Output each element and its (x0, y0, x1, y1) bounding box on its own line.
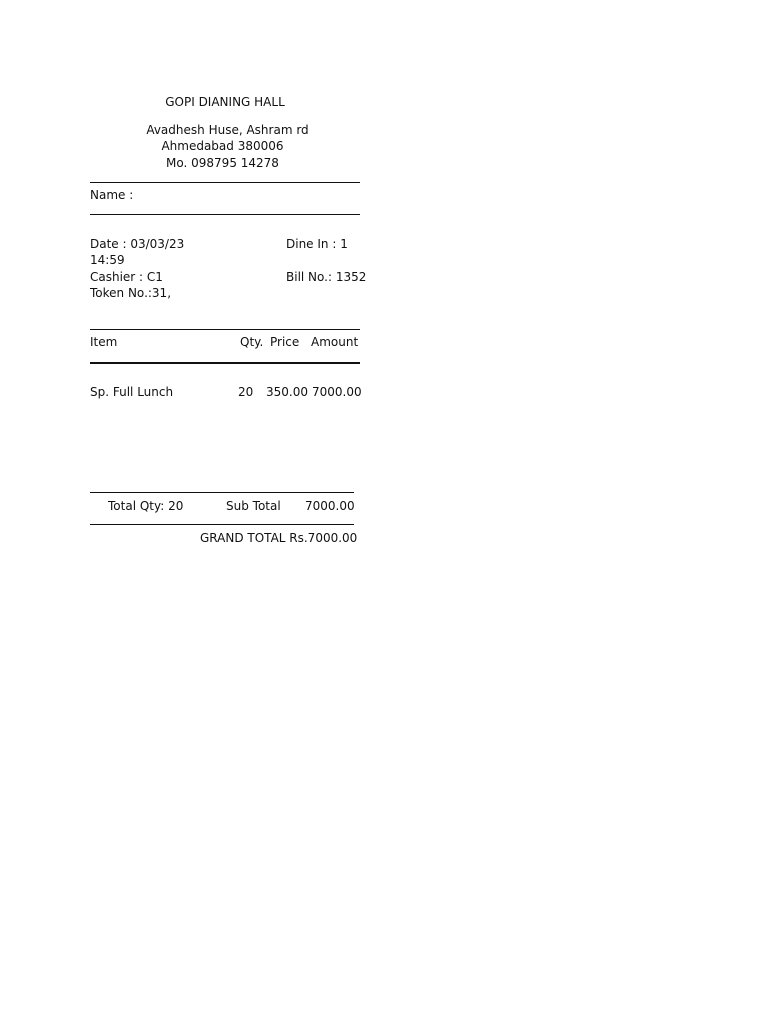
divider (90, 182, 360, 183)
column-header-price: Price (270, 335, 300, 349)
grand-total: GRAND TOTAL Rs.7000.00 (200, 531, 358, 545)
phone-number: Mo. 098795 14278 (166, 156, 279, 170)
sub-total-label: Sub Total (226, 499, 281, 513)
address-line-2: Ahmedabad 380006 (161, 139, 284, 153)
column-header-amount: Amount (311, 335, 359, 349)
divider (90, 329, 360, 330)
divider (90, 362, 360, 364)
cashier-id: Cashier : C1 (90, 270, 163, 284)
dine-in-table: Dine In : 1 (286, 237, 348, 251)
bill-time: 14:59 (90, 253, 125, 267)
item-price: 350.00 (266, 385, 308, 399)
address-line-1: Avadhesh Huse, Ashram rd (146, 123, 309, 137)
total-quantity: Total Qty: 20 (108, 499, 184, 513)
item-amount: 7000.00 (312, 385, 362, 399)
token-number: Token No.:31, (90, 286, 172, 300)
shop-name: GOPI DIANING HALL (165, 95, 285, 109)
sub-total-value: 7000.00 (305, 499, 355, 513)
item-qty: 20 (238, 385, 254, 399)
bill-number: Bill No.: 1352 (286, 270, 367, 284)
column-header-qty: Qty. (240, 335, 264, 349)
divider (90, 524, 354, 525)
bill-date: Date : 03/03/23 (90, 237, 185, 251)
customer-name-label: Name : (90, 188, 134, 202)
column-header-item: Item (90, 335, 118, 349)
divider (90, 492, 354, 493)
divider (90, 214, 360, 215)
item-name: Sp. Full Lunch (90, 385, 174, 399)
